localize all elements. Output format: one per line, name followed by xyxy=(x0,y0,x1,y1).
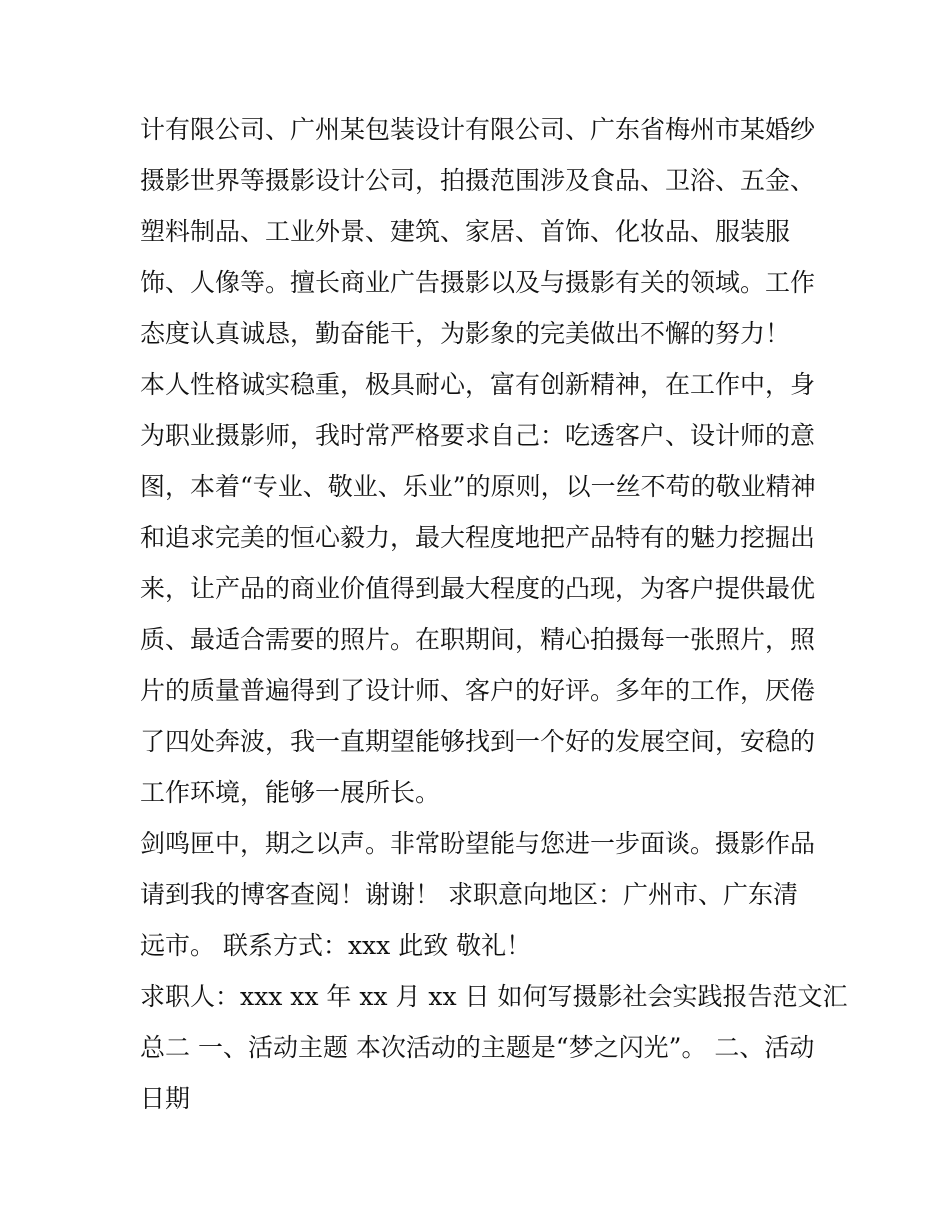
text-line: 工作环境，能够一展所长。 xyxy=(140,778,441,807)
text-line: 总二 一、活动主题 本次活动的主题是“梦之闪光”。 二、活动 xyxy=(140,1033,815,1062)
text-line: 了四处奔波，我一直期望能够找到一个好的发展空间，安稳的 xyxy=(140,727,816,756)
text-line: 摄影世界等摄影设计公司，拍摄范围涉及食品、卫浴、五金、 xyxy=(140,166,816,195)
body-text xyxy=(140,104,848,1124)
text-line: 剑鸣匣中，期之以声。非常盼望能与您进一步面谈。摄影作品 xyxy=(140,829,816,858)
text-line: 和追求完美的恒心毅力，最大程度地把产品特有的魅力挖掘出 xyxy=(140,523,816,552)
text-line: 质、最适合需要的照片。在职期间，精心拍摄每一张照片，照 xyxy=(140,625,816,654)
text-line: 来，让产品的商业价值得到最大程度的凸现，为客户提供最优 xyxy=(140,574,816,603)
text-line: 态度认真诚恳，勤奋能干，为影象的完美做出不懈的努力！ xyxy=(140,319,791,348)
text-line: 为职业摄影师，我时常严格要求自己：吃透客户、设计师的意 xyxy=(140,421,816,450)
text-line: 饰、人像等。擅长商业广告摄影以及与摄影有关的领域。工作 xyxy=(140,268,816,297)
text-line: 计有限公司、广州某包装设计有限公司、广东省梅州市某婚纱 xyxy=(140,115,816,144)
text-line: 远市。 联系方式：xxx 此致 敬礼！ xyxy=(140,931,532,960)
text-line: 塑料制品、工业外景、建筑、家居、首饰、化妆品、服装服 xyxy=(140,217,791,246)
text-line: 本人性格诚实稳重，极具耐心，富有创新精神，在工作中，身 xyxy=(140,370,816,399)
text-line: 请到我的博客查阅！谢谢！ 求职意向地区：广州市、广东清 xyxy=(140,880,798,909)
text-line: 图，本着“专业、敬业、乐业”的原则，以一丝不苟的敬业精神 xyxy=(140,472,816,501)
text-line: 片的质量普遍得到了设计师、客户的好评。多年的工作，厌倦 xyxy=(140,676,816,705)
text-line: 求职人：xxx xx 年 xx 月 xx 日 如何写摄影社会实践报告范文汇 xyxy=(140,982,848,1011)
text-line: 日期 xyxy=(140,1084,191,1113)
